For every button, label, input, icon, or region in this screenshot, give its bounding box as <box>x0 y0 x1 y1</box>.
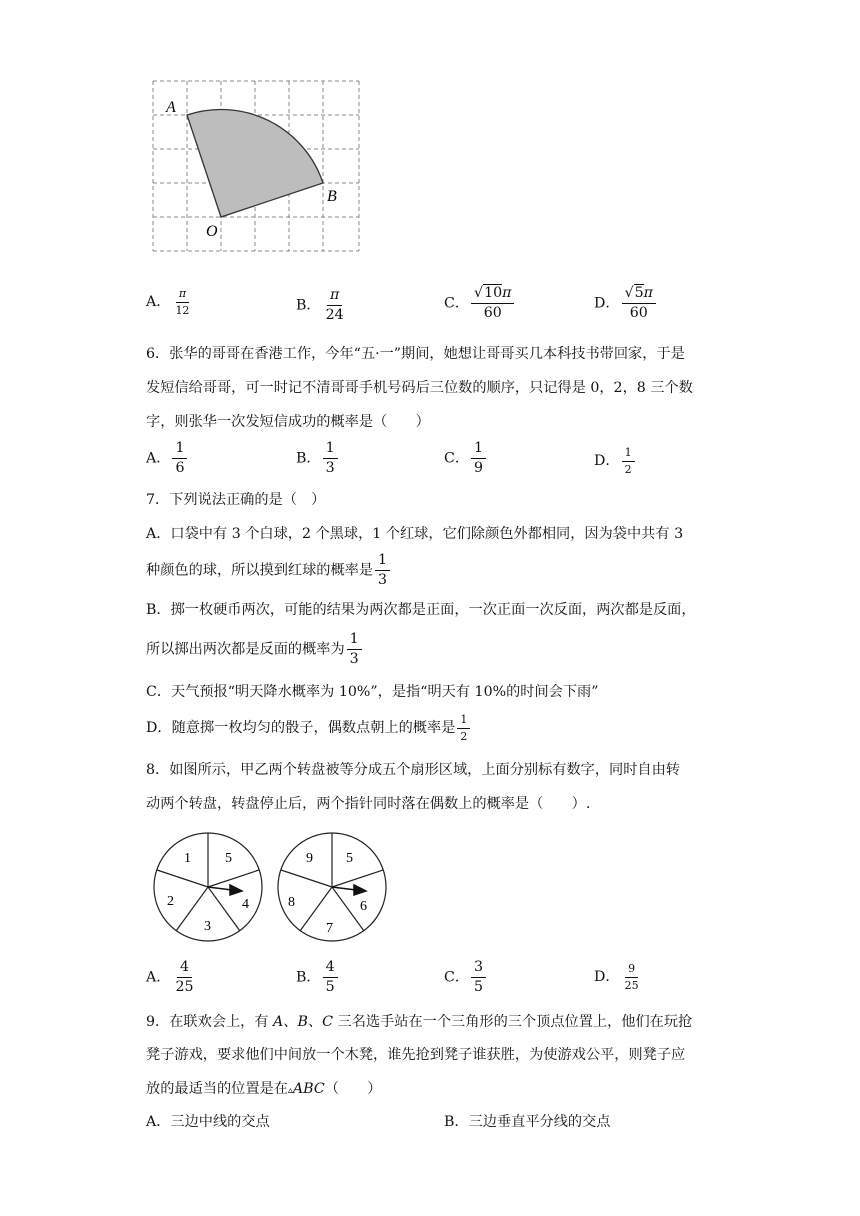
q9-option-b[interactable]: B．三边垂直平分线的交点 <box>444 1114 611 1130</box>
q5-option-c[interactable]: C． $\frac{√10\pi}{60}$ <box>444 286 516 321</box>
q7-option-a-line-1[interactable]: A．口袋中有 3 个白球，2 个黑球，1 个红球，它们除颜色外都相同，因为袋中共有 3 <box>146 526 684 542</box>
spinner-2-number-3: 6 <box>360 899 367 914</box>
q9-line-2: 凳子游戏，要求他们中间放一个木凳，谁先抢到凳子谁获胜，为使游戏公平，则凳子应 <box>146 1047 686 1063</box>
q6-line-3: 字，则张华一次发短信成功的概率是（ ） <box>146 414 430 430</box>
spinner-1-number-1: 1 <box>184 851 191 866</box>
spinner-2-number-5: 8 <box>288 895 295 910</box>
spinners-figure <box>150 830 390 945</box>
q7-stem: 7．下列说法正确的是（ ） <box>146 492 326 508</box>
q8-option-a[interactable]: A． $\frac{4}{25}$ <box>146 959 194 995</box>
q7-option-b-line-2[interactable]: 所以掷出两次都是反面的概率为 $\frac{1}{3}$ <box>146 632 364 667</box>
q8-option-c[interactable]: C． $\frac{3}{5}$ <box>444 960 488 995</box>
q9-option-a[interactable]: A．三边中线的交点 <box>146 1114 270 1130</box>
q7-option-c[interactable]: C．天气预报“明天降水概率为 10%”，是指“明天有 10%的时间会下雨” <box>146 684 599 700</box>
q6-line-2: 发短信给哥哥，可一时记不清哥哥手机号码后三位数的顺序，只记得是 0，2，8 三个数 <box>146 380 693 396</box>
q6-option-a[interactable]: A． $\frac{1}{6}$ <box>146 441 189 476</box>
spinner-1-number-2: 5 <box>225 851 232 866</box>
q6-line-1: 6．张华的哥哥在香港工作，今年“五·一”期间，她想让哥哥买几本科技书带回家，于是 <box>146 346 685 362</box>
q7-option-b-line-1[interactable]: B．掷一枚硬币两次，可能的结果为两次都是正面，一次正面一次反面，两次都是反面， <box>146 602 696 618</box>
q7-option-d[interactable]: D．随意掷一枚均匀的骰子，偶数点朝上的概率是 $\frac{1}{2}$ <box>146 714 472 742</box>
spinner-2-number-1: 9 <box>306 851 313 866</box>
point-b-label: B <box>327 188 337 205</box>
q5-option-b[interactable]: B． $\frac{\pi}{24}$ <box>296 287 344 323</box>
spinner-1-number-4: 3 <box>204 919 211 934</box>
q6-option-d[interactable]: D． $\frac{1}{2}$ <box>594 447 637 475</box>
spinner-1-number-3: 4 <box>242 897 249 912</box>
q8-option-d[interactable]: D． $\frac{9}{25}$ <box>594 962 639 992</box>
q9-line-1: 9．在联欢会上，有 A、B、C 三名选手站在一个三角形的三个顶点位置上，他们在玩抢 <box>146 1014 693 1030</box>
sector-figure <box>140 70 370 260</box>
q5-option-d[interactable]: D． $\frac{√5\pi}{60}$ <box>594 286 658 321</box>
q8-line-1: 8．如图所示，甲乙两个转盘被等分成五个扇形区域，上面分别标有数字，同时自由转 <box>146 762 680 778</box>
spinner-2-number-2: 5 <box>346 851 353 866</box>
q6-option-c[interactable]: C． $\frac{1}{9}$ <box>444 441 488 476</box>
point-a-label: A <box>166 99 176 116</box>
spinner-2-number-4: 7 <box>326 921 333 936</box>
spinner-1-number-5: 2 <box>167 894 174 909</box>
q7-option-a-line-2[interactable]: 种颜色的球，所以摸到红球的概率是 $\frac{1}{3}$ <box>146 553 392 588</box>
q8-option-b[interactable]: B． $\frac{4}{5}$ <box>296 960 340 995</box>
q6-option-b[interactable]: B． $\frac{1}{3}$ <box>296 441 340 476</box>
sector-shape <box>187 109 323 217</box>
q8-line-2: 动两个转盘，转盘停止后，两个指针同时落在偶数上的概率是（ ）. <box>146 796 591 812</box>
q9-line-3: 放的最适当的位置是在▵ABC（ ） <box>146 1081 382 1097</box>
point-o-label: O <box>206 223 218 240</box>
q5-option-a[interactable]: A． $\frac{\pi}{12}$ <box>146 287 190 317</box>
